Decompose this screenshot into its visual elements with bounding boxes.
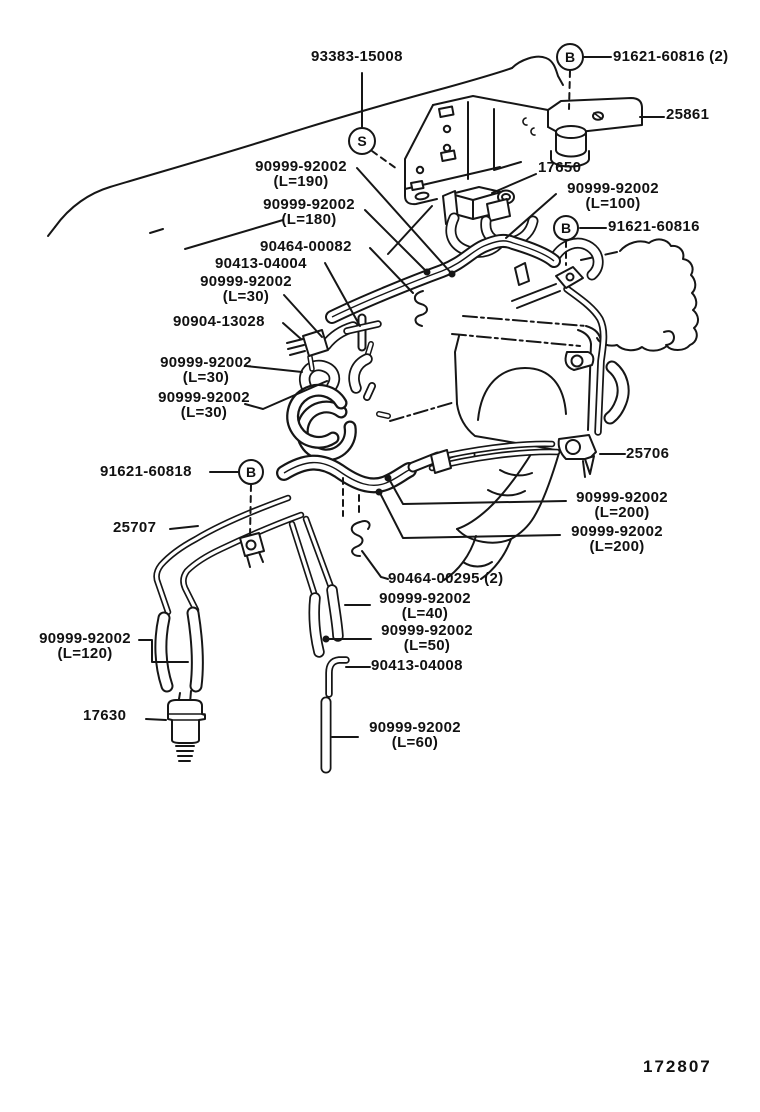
callout-91621-60818: 91621-60818 <box>100 463 192 480</box>
svg-text:S: S <box>357 133 367 149</box>
callout-90464-00295: 90464-00295 (2) <box>388 570 504 587</box>
callout-hose-l180: 90999-92002 (L=180) <box>263 196 355 228</box>
symbol-circle-b-low <box>239 460 263 484</box>
figure-number: 172807 <box>643 1057 712 1076</box>
clamp-90464-00082 <box>415 291 427 326</box>
clamp-block <box>431 450 451 473</box>
svg-text:B: B <box>560 220 572 236</box>
callout-93383-15008: 93383-15008 <box>311 48 403 65</box>
callout-hose-l30-b: 90999-92002 (L=30) <box>160 354 252 386</box>
callout-90464-00082: 90464-00082 <box>260 238 352 255</box>
callout-91621-60816: 91621-60816 <box>608 218 700 235</box>
callout-90413-04004: 90413-04004 <box>215 255 307 272</box>
callout-25706: 25706 <box>626 445 670 462</box>
callout-hose-l100: 90999-92002 (L=100) <box>567 180 659 212</box>
callout-hose-l30-a: 90999-92002 (L=30) <box>200 273 292 305</box>
callout-hose-l40: 90999-92002 (L=40) <box>379 590 471 622</box>
symbol-circle-b-top <box>557 44 583 70</box>
callout-hose-l30-c: 90999-92002 (L=30) <box>158 389 250 421</box>
fan-shroud <box>390 316 601 451</box>
bolt-plate-mid <box>240 533 264 567</box>
callout-17630: 17630 <box>83 707 127 724</box>
bolt-plate-top <box>512 263 583 308</box>
connector-90904-13028 <box>287 330 328 356</box>
callout-hose-l190: 90999-92002 (L=190) <box>255 158 347 190</box>
callout-hose-l50: 90999-92002 (L=50) <box>381 622 473 654</box>
intake-duct <box>444 451 559 580</box>
callout-25861: 25861 <box>666 106 710 123</box>
callout-90413-04008: 90413-04008 <box>371 657 463 674</box>
callout-hose-l120: 90999-92002 (L=120) <box>39 630 131 662</box>
symbol-circle-s <box>349 128 375 154</box>
callout-hose-l60: 90999-92002 (L=60) <box>369 719 461 751</box>
svg-text:B: B <box>245 464 257 480</box>
symbol-circle-b-mid <box>554 216 578 240</box>
pipe-bracket-25706-end <box>559 435 596 477</box>
callout-25707: 25707 <box>113 519 157 536</box>
callout-hose-l200-b: 90999-92002 (L=200) <box>571 523 663 555</box>
callout-90904-13028: 90904-13028 <box>173 313 265 330</box>
callout-17650: 17650 <box>538 159 582 176</box>
callout-91621-60816-x2: 91621-60816 (2) <box>613 48 729 65</box>
vsv-valve-17630 <box>168 691 205 761</box>
svg-text:B: B <box>564 49 576 65</box>
callout-hose-l200-a: 90999-92002 (L=200) <box>576 489 668 521</box>
